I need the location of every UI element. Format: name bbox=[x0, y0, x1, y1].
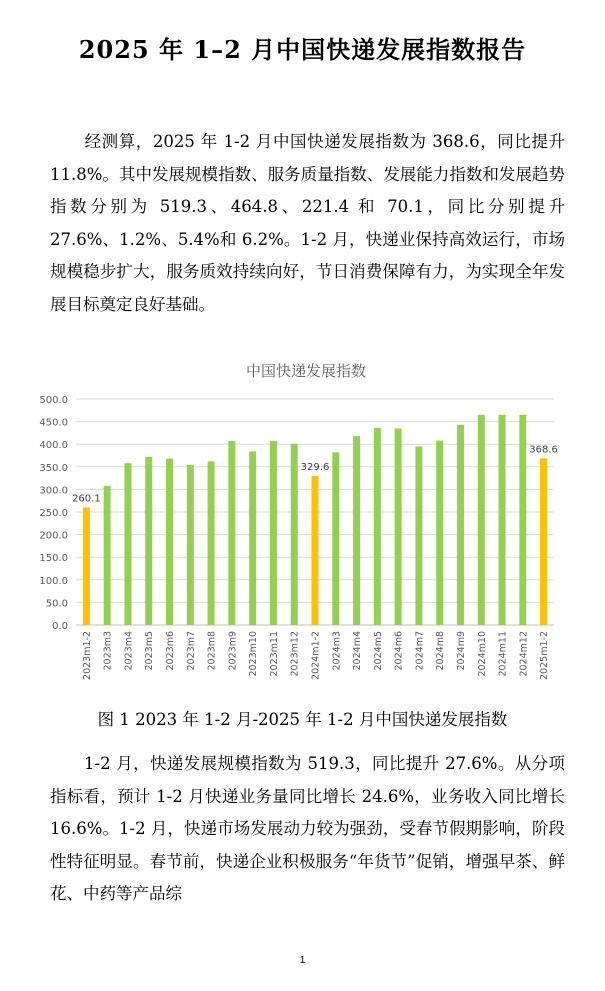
bar-2024m11 bbox=[499, 415, 506, 625]
y-tick-label: 300.0 bbox=[39, 485, 68, 497]
x-tick-label: 2024m8 bbox=[435, 631, 447, 671]
bar-2024m5 bbox=[374, 428, 381, 625]
x-tick-label: 2023m9 bbox=[227, 631, 239, 671]
x-tick-label: 2024m12 bbox=[518, 631, 530, 677]
bar-2023m3 bbox=[104, 486, 111, 625]
report-title: 2025 年 1–2 月中国快递发展指数报告 bbox=[78, 35, 527, 64]
figure-caption: 图 1 2023 年 1-2 月-2025 年 1-2 月中国快递发展指数 bbox=[97, 710, 508, 729]
x-tick-label: 2024m10 bbox=[476, 631, 488, 677]
data-label: 368.6 bbox=[529, 444, 558, 456]
y-tick-label: 450.0 bbox=[39, 417, 68, 429]
x-tick-label: 2023m11 bbox=[268, 631, 280, 677]
bar-2024m12 bbox=[519, 415, 526, 625]
bar-2024m7 bbox=[415, 446, 422, 625]
bar-2023m10 bbox=[249, 451, 256, 625]
x-tick-label: 2023m12 bbox=[289, 631, 301, 677]
y-tick-label: 150.0 bbox=[39, 553, 68, 565]
bar-2024m6 bbox=[395, 428, 402, 625]
scale-paragraph bbox=[50, 748, 565, 911]
x-tick-label: 2024m9 bbox=[455, 631, 467, 671]
express-index-chart bbox=[34, 356, 574, 686]
bar-2023m5 bbox=[145, 457, 152, 625]
x-tick-label: 2023m3 bbox=[102, 631, 114, 671]
bar-2024m8 bbox=[436, 441, 443, 625]
intro-paragraph bbox=[50, 126, 565, 321]
x-axis bbox=[82, 631, 550, 680]
y-tick-label: 500.0 bbox=[39, 395, 68, 406]
bar-2024m1-2 bbox=[312, 476, 319, 625]
chart-title: 中国快递发展指数 bbox=[245, 362, 367, 380]
x-tick-label: 2024m6 bbox=[393, 631, 405, 671]
bar-2023m6 bbox=[166, 459, 173, 625]
data-label: 329.6 bbox=[300, 462, 330, 474]
bar-2024m9 bbox=[457, 425, 464, 625]
x-tick-label: 2023m5 bbox=[144, 631, 156, 671]
bar-2025m1-2 bbox=[540, 458, 547, 625]
x-tick-label: 2023m6 bbox=[165, 631, 177, 671]
bar-2023m11 bbox=[270, 441, 277, 625]
chart-bars bbox=[83, 415, 547, 625]
x-tick-label: 2023m8 bbox=[206, 631, 218, 671]
x-tick-label: 2023m1-2 bbox=[81, 631, 93, 680]
bar-2023m9 bbox=[228, 441, 235, 625]
data-label: 260.1 bbox=[72, 493, 101, 505]
bar-2023m1-2 bbox=[83, 507, 90, 625]
bar-2024m3 bbox=[332, 452, 339, 625]
bar-2023m4 bbox=[124, 463, 131, 625]
y-axis bbox=[39, 395, 68, 632]
x-tick-label: 2024m11 bbox=[497, 631, 509, 677]
y-tick-label: 50.0 bbox=[45, 598, 68, 610]
bar-2023m8 bbox=[208, 461, 215, 625]
y-tick-label: 200.0 bbox=[39, 530, 68, 542]
x-tick-label: 2024m7 bbox=[414, 631, 426, 671]
x-tick-label: 2023m4 bbox=[123, 631, 135, 671]
bar-2024m10 bbox=[478, 415, 485, 625]
x-tick-label: 2023m10 bbox=[248, 631, 260, 677]
x-tick-label: 2025m1-2 bbox=[539, 631, 551, 680]
x-tick-label: 2024m3 bbox=[331, 631, 343, 671]
x-tick-label: 2024m4 bbox=[352, 631, 364, 671]
scale-paragraph-text: 1-2 月，快递发展规模指数为 519.3，同比提升 27.6%。从分项指标看，预计 1-2 月快递业务量同比增长 24.6%，业务收入同比增长 16.6%。1-2 月，快递市场发展动力较为强劲，受春节假期影响，阶段性特征明显。春节前，快递企业积极服务“年货节”促销，增强早茶、鲜花、中药等产品综 bbox=[50, 754, 565, 903]
x-tick-label: 2023m7 bbox=[185, 631, 197, 671]
y-tick-label: 250.0 bbox=[39, 508, 68, 519]
y-tick-label: 0.0 bbox=[52, 621, 68, 632]
bar-2023m7 bbox=[187, 465, 194, 625]
y-tick-label: 100.0 bbox=[39, 575, 68, 587]
bar-2024m4 bbox=[353, 436, 360, 625]
x-tick-label: 2024m5 bbox=[372, 631, 384, 671]
y-tick-label: 350.0 bbox=[39, 462, 68, 474]
page-number: 1 bbox=[299, 955, 306, 966]
y-tick-label: 400.0 bbox=[39, 440, 68, 452]
intro-paragraph-text: 经测算，2025 年 1-2 月中国快递发展指数为 368.6，同比提升 11.8%。其中发展规模指数、服务质量指数、发展能力指数和发展趋势指数分别为 519.3、464.8、221.4 和 70.1，同比分别提升 27.6%、1.2%、5.4%和 6.2%。1-2 月，快递业保持高效运行，市场规模稳步扩大，服务质效持续向好，节日消费保障有力，为实现全年发展目标奠定良好基础。 bbox=[50, 132, 565, 314]
bar-2023m12 bbox=[291, 444, 298, 625]
x-tick-label: 2024m1-2 bbox=[310, 631, 322, 680]
